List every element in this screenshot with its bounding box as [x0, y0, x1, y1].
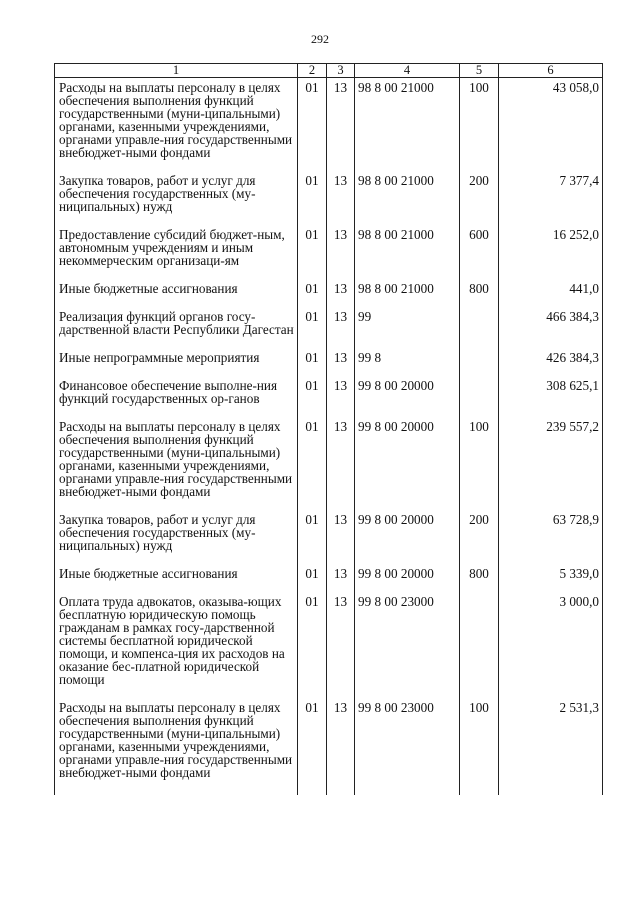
row-subsection: 13 — [327, 171, 355, 225]
row-expense-type: 800 — [460, 564, 499, 592]
table-row — [55, 417, 603, 510]
row-subsection: 13 — [327, 510, 355, 564]
row-name: Предоставление субсидий бюджет-ным, автономным учреждениям и иным некоммерческим организаци-ям — [55, 225, 298, 279]
row-target-article: 98 8 00 21000 — [355, 78, 460, 172]
row-name: Расходы на выплаты персоналу в целях обеспечения выполнения функций государственными (муни-ципальными) органами, казенными учреждениями, органами управле-ния государственными внебюджет-ными фондами — [55, 417, 298, 510]
row-subsection: 13 — [327, 417, 355, 510]
row-name: Иные бюджетные ассигнования — [55, 564, 298, 592]
row-amount: 466 384,3 — [499, 307, 603, 348]
row-amount: 441,0 — [499, 279, 603, 307]
row-expense-type — [460, 348, 499, 376]
row-subsection: 13 — [327, 348, 355, 376]
row-name: Оплата труда адвокатов, оказыва-ющих бесплатную юридическую помощь гражданам в рамках госу-дарственной системы бесплатной юридической помощи, и компенса-ция их расходов на оказание бес-платной юридической помощи — [55, 592, 298, 698]
table-row — [55, 225, 603, 279]
row-expense-type: 100 — [460, 78, 499, 172]
table-row — [55, 510, 603, 564]
header-col-3: 3 — [327, 64, 355, 78]
row-expense-type: 600 — [460, 225, 499, 279]
row-section: 01 — [298, 348, 327, 376]
row-target-article: 98 8 00 21000 — [355, 171, 460, 225]
header-col-1: 1 — [55, 64, 298, 78]
row-amount: 426 384,3 — [499, 348, 603, 376]
row-section: 01 — [298, 307, 327, 348]
row-target-article: 99 8 00 23000 — [355, 592, 460, 698]
row-subsection: 13 — [327, 78, 355, 172]
row-section: 01 — [298, 417, 327, 510]
row-section: 01 — [298, 78, 327, 172]
row-name: Расходы на выплаты персоналу в целях обеспечения выполнения функций государственными (муни-ципальными) органами, казенными учреждениями, органами управле-ния государственными внебюджет-ными фондами — [55, 698, 298, 795]
table-body — [55, 78, 603, 796]
table-row — [55, 307, 603, 348]
row-subsection: 13 — [327, 698, 355, 795]
table-row — [55, 564, 603, 592]
row-subsection: 13 — [327, 279, 355, 307]
table-row — [55, 592, 603, 698]
row-subsection: 13 — [327, 225, 355, 279]
row-section: 01 — [298, 225, 327, 279]
header-col-2: 2 — [298, 64, 327, 78]
row-target-article: 98 8 00 21000 — [355, 225, 460, 279]
row-name: Закупка товаров, работ и услуг для обеспечения государственных (му-ниципальных) нужд — [55, 510, 298, 564]
row-name: Закупка товаров, работ и услуг для обеспечения государственных (му-ниципальных) нужд — [55, 171, 298, 225]
row-amount: 2 531,3 — [499, 698, 603, 795]
row-subsection: 13 — [327, 307, 355, 348]
table-row — [55, 348, 603, 376]
row-amount: 239 557,2 — [499, 417, 603, 510]
row-name: Финансовое обеспечение выполне-ния функций государственных ор-ганов — [55, 376, 298, 417]
budget-table — [54, 63, 603, 795]
row-expense-type: 100 — [460, 698, 499, 795]
row-amount: 308 625,1 — [499, 376, 603, 417]
row-name: Иные бюджетные ассигнования — [55, 279, 298, 307]
row-amount: 16 252,0 — [499, 225, 603, 279]
page-number: 292 — [311, 32, 329, 46]
row-section: 01 — [298, 376, 327, 417]
table-row — [55, 78, 603, 172]
row-target-article: 99 8 00 23000 — [355, 698, 460, 795]
row-name: Иные непрограммные мероприятия — [55, 348, 298, 376]
row-name: Реализация функций органов госу-дарственной власти Республики Дагестан — [55, 307, 298, 348]
row-amount: 5 339,0 — [499, 564, 603, 592]
header-col-5: 5 — [460, 64, 499, 78]
row-expense-type: 800 — [460, 279, 499, 307]
row-target-article: 99 8 00 20000 — [355, 510, 460, 564]
row-target-article: 99 8 00 20000 — [355, 376, 460, 417]
table-row — [55, 279, 603, 307]
row-subsection: 13 — [327, 376, 355, 417]
row-section: 01 — [298, 510, 327, 564]
row-section: 01 — [298, 592, 327, 698]
row-target-article: 98 8 00 21000 — [355, 279, 460, 307]
row-expense-type — [460, 592, 499, 698]
row-expense-type: 200 — [460, 171, 499, 225]
row-target-article: 99 8 00 20000 — [355, 564, 460, 592]
row-amount: 43 058,0 — [499, 78, 603, 172]
row-expense-type — [460, 307, 499, 348]
row-amount: 63 728,9 — [499, 510, 603, 564]
row-name: Расходы на выплаты персоналу в целях обеспечения выполнения функций государственными (муни-ципальными) органами, казенными учреждениями, органами управле-ния государственными внебюджет-ными фондами — [55, 78, 298, 172]
row-section: 01 — [298, 279, 327, 307]
row-expense-type: 100 — [460, 417, 499, 510]
table-row — [55, 376, 603, 417]
row-expense-type: 200 — [460, 510, 499, 564]
row-target-article: 99 8 — [355, 348, 460, 376]
row-amount: 7 377,4 — [499, 171, 603, 225]
row-amount: 3 000,0 — [499, 592, 603, 698]
header-col-4: 4 — [355, 64, 460, 78]
row-subsection: 13 — [327, 592, 355, 698]
row-target-article: 99 8 00 20000 — [355, 417, 460, 510]
table-row — [55, 171, 603, 225]
row-section: 01 — [298, 698, 327, 795]
row-target-article: 99 — [355, 307, 460, 348]
table-row — [55, 698, 603, 795]
header-col-6: 6 — [499, 64, 603, 78]
row-section: 01 — [298, 564, 327, 592]
row-subsection: 13 — [327, 564, 355, 592]
header-row — [55, 64, 603, 78]
row-section: 01 — [298, 171, 327, 225]
row-expense-type — [460, 376, 499, 417]
